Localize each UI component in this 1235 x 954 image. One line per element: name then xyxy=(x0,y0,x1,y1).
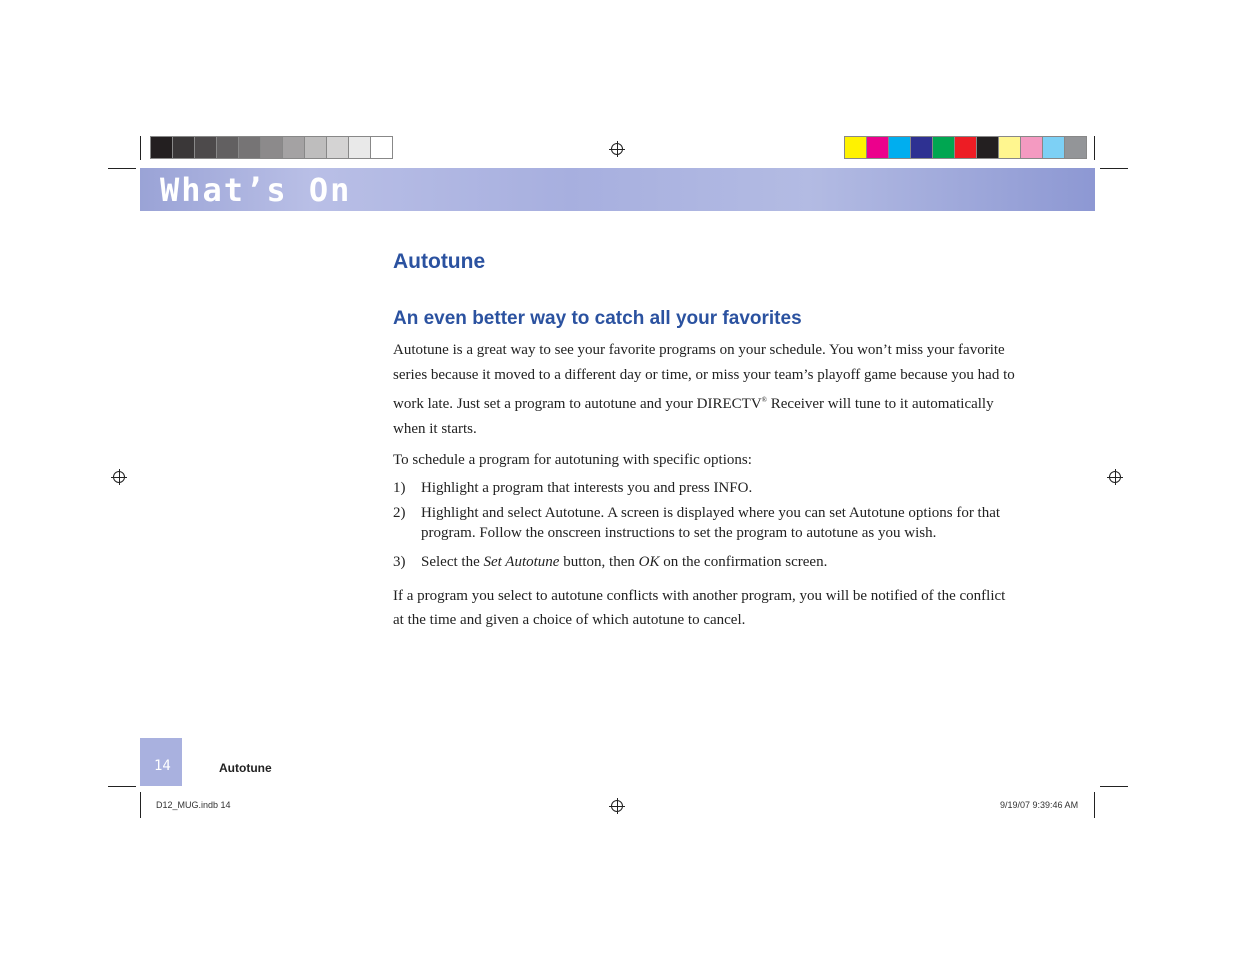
color-swatch xyxy=(327,136,349,159)
page-number: 14 xyxy=(154,758,171,774)
closing-paragraph xyxy=(393,584,1033,632)
color-swatch xyxy=(911,136,933,159)
crop-mark xyxy=(140,136,141,160)
crop-mark xyxy=(1094,136,1095,160)
slug-left: D12_MUG.indb 14 xyxy=(156,800,231,810)
color-swatch xyxy=(1065,136,1087,159)
step-text-part: on the confirmation screen. xyxy=(659,554,828,570)
button-name: OK xyxy=(638,554,660,570)
color-swatch xyxy=(217,136,239,159)
color-swatch xyxy=(1043,136,1065,159)
list-item xyxy=(393,552,1033,572)
color-swatch xyxy=(371,136,393,159)
step-text: Highlight a program that interests you and press INFO. xyxy=(421,480,753,496)
subtitle: An even better way to catch all your favorites xyxy=(393,308,802,329)
intro-line: Autotune is a great way to see your favorite programs on your schedule. You won’t miss your favorite xyxy=(393,342,1005,358)
section-title: Autotune xyxy=(393,250,486,273)
intro-line-tail: Receiver will tune to it automatically xyxy=(767,396,994,412)
step-text: Highlight and select Autotune. A screen is displayed where you can set Autotune options for that program. Follow the onscreen instructions to set the program to autotune as you wish. xyxy=(421,505,1001,541)
intro-line xyxy=(393,388,1033,417)
step-text-part: button, then xyxy=(559,554,639,570)
color-swatch xyxy=(933,136,955,159)
registration-mark-icon xyxy=(609,141,625,157)
step-text-part: Select the xyxy=(421,554,484,570)
intro-line-text: work late. Just set a program to autotune and your DIRECTV xyxy=(393,396,762,412)
crop-mark xyxy=(140,792,141,818)
color-swatch xyxy=(305,136,327,159)
button-name: Set Autotune xyxy=(483,554,560,570)
crop-mark xyxy=(1100,786,1128,787)
color-swatch xyxy=(977,136,999,159)
chapter-header-band xyxy=(140,168,1095,211)
steps-list xyxy=(393,478,1033,572)
color-swatch xyxy=(1021,136,1043,159)
intro-line: series because it moved to a different day or time, or miss your team’s playoff game because you had to xyxy=(393,367,1015,383)
step-text xyxy=(421,552,1033,572)
steps-lead: To schedule a program for autotuning with specific options: xyxy=(393,452,752,468)
intro-line: when it starts. xyxy=(393,421,477,437)
color-swatch xyxy=(844,136,867,159)
color-swatch xyxy=(955,136,977,159)
registration-mark-icon xyxy=(1107,469,1123,485)
intro-paragraph xyxy=(393,338,1033,442)
chapter-title: What’s On xyxy=(160,171,352,209)
gray-color-bar xyxy=(150,136,393,158)
color-swatch xyxy=(349,136,371,159)
slug-right: 9/19/07 9:39:46 AM xyxy=(1000,800,1079,810)
color-swatch xyxy=(999,136,1021,159)
step-number: 1) xyxy=(393,480,406,496)
color-swatch xyxy=(150,136,173,159)
color-swatch xyxy=(173,136,195,159)
main-content xyxy=(393,248,1033,632)
color-swatch xyxy=(239,136,261,159)
list-item xyxy=(393,503,1033,543)
page-number-box xyxy=(140,738,182,786)
crop-mark xyxy=(108,168,136,169)
registration-mark-icon xyxy=(609,798,625,814)
crop-mark xyxy=(1094,792,1095,818)
crop-mark xyxy=(1100,168,1128,169)
footer-section-label: Autotune xyxy=(219,761,272,775)
list-item xyxy=(393,478,1033,498)
crop-mark xyxy=(108,786,136,787)
color-swatch xyxy=(261,136,283,159)
step-number: 3) xyxy=(393,554,406,570)
color-swatch xyxy=(283,136,305,159)
registered-mark: ® xyxy=(761,396,767,404)
color-swatch xyxy=(889,136,911,159)
registration-mark-icon xyxy=(111,469,127,485)
color-swatch xyxy=(195,136,217,159)
color-swatch xyxy=(867,136,889,159)
step-number: 2) xyxy=(393,505,406,521)
closing-line: If a program you select to autotune conflicts with another program, you will be notified of the conflict xyxy=(393,588,1006,604)
process-color-bar xyxy=(844,136,1087,158)
closing-line: at the time and given a choice of which autotune to cancel. xyxy=(393,612,746,628)
